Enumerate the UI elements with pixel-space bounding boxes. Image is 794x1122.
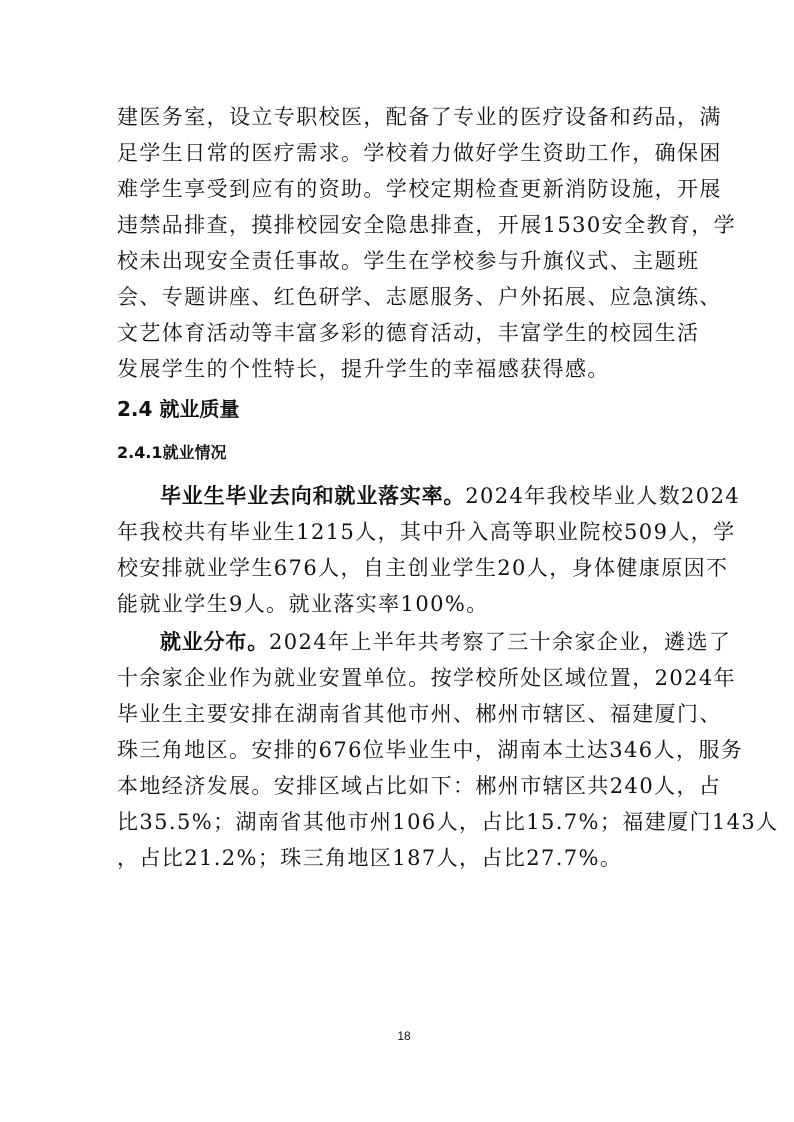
- section-heading: 2.4 就业质量: [117, 397, 240, 421]
- intro-line: 足学生日常的医疗需求。学校着力做好学生资助工作，确保困: [117, 141, 722, 165]
- paragraph-line: 珠三角地区。安排的676位毕业生中，湖南本土达346人，服务: [117, 738, 744, 762]
- intro-line: 违禁品排查，摸排校园安全隐患排查，开展1530安全教育，学: [117, 213, 737, 237]
- paragraph-text: 2024年我校毕业人数2024: [465, 484, 741, 508]
- paragraph-line: [160, 479, 741, 513]
- paragraph-line: 十余家企业作为就业安置单位。按学校所处区域位置，2024年: [117, 666, 737, 690]
- paragraph-lead: 毕业生毕业去向和就业落实率。: [160, 484, 466, 508]
- intro-line: 文艺体育活动等丰富多彩的德育活动，丰富学生的校园生活: [117, 321, 700, 345]
- intro-line: 难学生享受到应有的资助。学校定期检查更新消防设施，开展: [117, 177, 722, 201]
- intro-line: 建医务室，设立专职校医，配备了专业的医疗设备和药品，满: [117, 105, 722, 129]
- intro-line: 校未出现安全责任事故。学生在学校参与升旗仪式、主题班: [117, 249, 700, 273]
- paragraph-line: 本地经济发展。安排区域占比如下：郴州市辖区共240人，占: [117, 774, 722, 798]
- paragraph-text: 2024年上半年共考察了三十余家企业，遴选了: [269, 630, 732, 654]
- page-number: 18: [397, 1029, 411, 1043]
- paragraph-line: [160, 625, 732, 659]
- paragraph-line: 能就业学生9人。就业落实率100%。: [117, 592, 489, 616]
- paragraph-lead: 就业分布。: [160, 630, 269, 654]
- intro-line: 发展学生的个性特长，提升学生的幸福感获得感。: [117, 357, 610, 381]
- paragraph-line: 比35.5%；湖南省其他市州106人，占比15.7%；福建厦门143人: [117, 810, 779, 834]
- paragraph-line: 毕业生主要安排在湖南省其他市州、郴州市辖区、福建厦门、: [117, 702, 722, 726]
- intro-line: 会、专题讲座、红色研学、志愿服务、户外拓展、应急演练、: [117, 285, 722, 309]
- subsection-heading: 2.4.1就业情况: [117, 443, 227, 462]
- paragraph-line: 校安排就业学生676人，自主创业学生20人，身体健康原因不: [117, 556, 729, 580]
- paragraph-line: ，占比21.2%；珠三角地区187人，占比27.7%。: [117, 846, 623, 870]
- paragraph-line: 年我校共有毕业生1215人，其中升入高等职业院校509人，学: [117, 520, 736, 544]
